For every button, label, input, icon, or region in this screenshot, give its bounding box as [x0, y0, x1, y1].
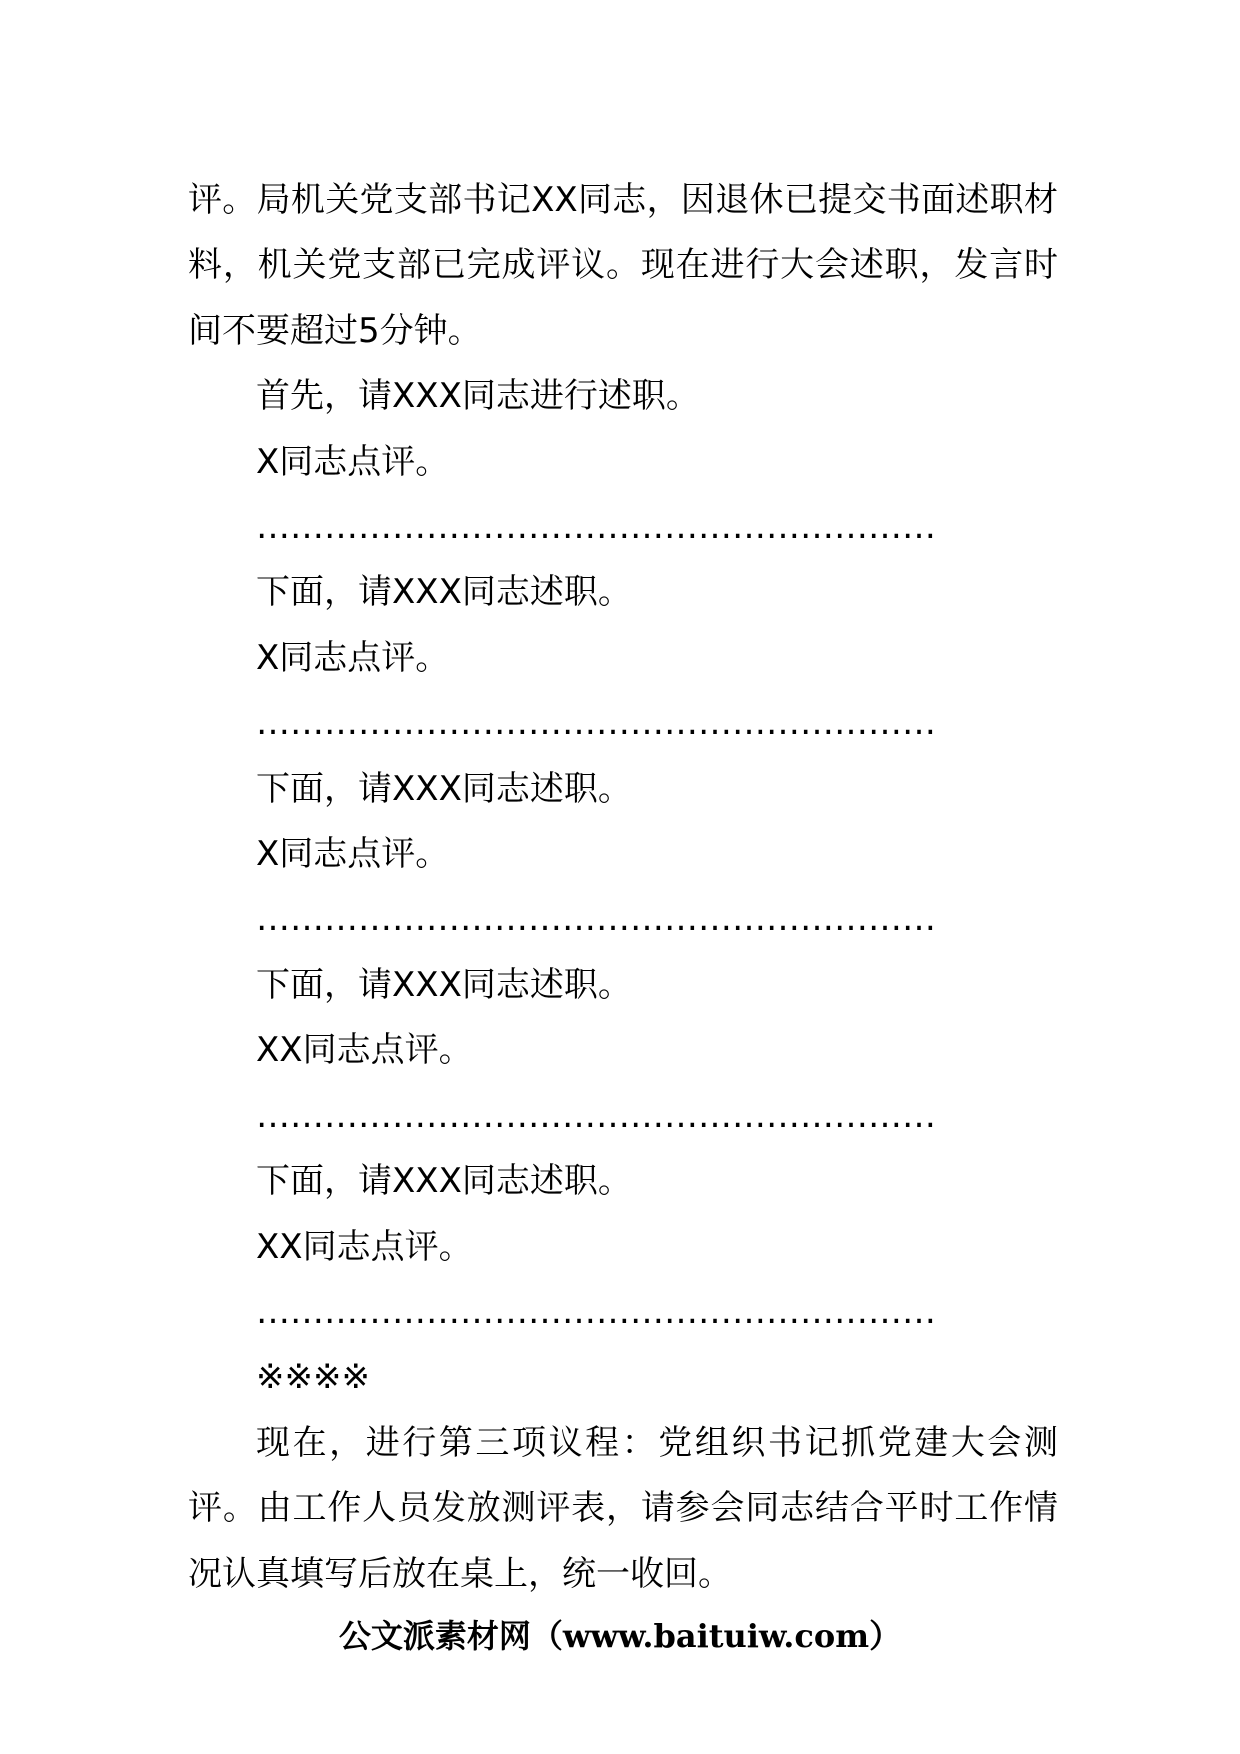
paragraph-comment: XX同志点评。: [256, 1226, 473, 1267]
document-body: [188, 168, 1058, 1607]
paragraph-ellipsis: ……………………………………………………: [256, 1291, 936, 1332]
paragraph-ellipsis: ……………………………………………………: [256, 507, 936, 548]
paragraph-next-speaker: 下面，请XXX同志述职。: [256, 768, 632, 809]
paragraph-next-speaker: 下面，请XXX同志述职。: [256, 1161, 632, 1202]
section-separator: ※※※※: [256, 1357, 370, 1398]
paragraph-ellipsis: ……………………………………………………: [256, 1095, 936, 1136]
paragraph-comment: X同志点评。: [256, 637, 450, 678]
paragraph-ellipsis: ……………………………………………………: [256, 899, 936, 940]
paragraph-first-speaker: 首先，请XXX同志进行述职。: [256, 376, 700, 417]
footer-watermark: 公文派素材网（www.baituiw.com）: [338, 1617, 902, 1655]
paragraph-third-agenda: 现在，进行第三项议程：党组织书记抓党建大会测评。由工作人员发放测评表，请参会同志结合平时工作情况认真填写后放在桌上，统一收回。: [188, 1422, 1058, 1594]
paragraph-continuation: 评。局机关党支部书记XX同志，因退休已提交书面述职材料，机关党支部已完成评议。现在进行大会述职，发言时间不要超过5分钟。: [188, 180, 1058, 351]
paragraph-ellipsis: ……………………………………………………: [256, 703, 936, 744]
paragraph-next-speaker: 下面，请XXX同志述职。: [256, 964, 632, 1005]
paragraph-comment: X同志点评。: [256, 441, 450, 482]
paragraph-comment: X同志点评。: [256, 834, 450, 875]
paragraph-next-speaker: 下面，请XXX同志述职。: [256, 572, 632, 613]
paragraph-comment: XX同志点评。: [256, 1030, 473, 1071]
